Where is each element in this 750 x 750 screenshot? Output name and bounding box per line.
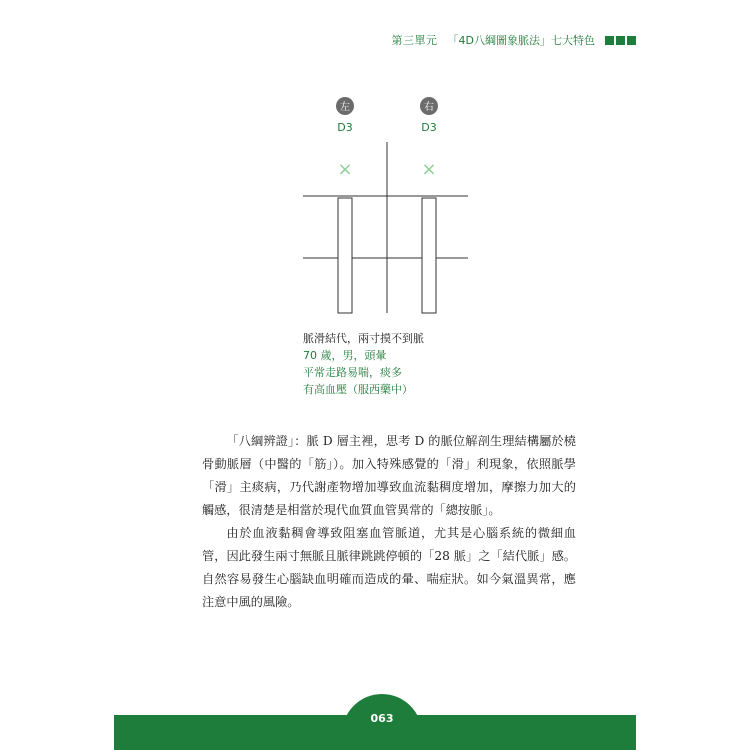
- paragraph: 由於血液黏稠會導致阻塞血管脈道，尤其是心腦系統的微細血管，因此發生兩寸無脈且脈律跳跳停頓的「28 脈」之「結代脈」感。自然容易發生心腦缺血明確而造成的暈、喘症狀。如今氣溫異常，應注意中風的風險。: [202, 526, 576, 609]
- caption-line: 有高血壓（服西藥中）: [303, 383, 413, 396]
- right-badge-label: 右: [424, 102, 434, 113]
- left-mark: ×: [337, 159, 353, 180]
- pulse-diagram: [114, 0, 636, 330]
- right-code: D3: [421, 121, 437, 134]
- left-badge-label: 左: [340, 102, 350, 113]
- left-code: D3: [337, 121, 353, 134]
- body-text: [202, 430, 576, 614]
- page-number: 063: [370, 712, 394, 725]
- caption-line: 70 歲，男，頭暈: [303, 349, 387, 362]
- header-title: 「4D八綱圖象脈法」七大特色: [447, 34, 595, 47]
- caption-line: 平常走路易喘，痰多: [303, 366, 402, 379]
- right-mark: ×: [421, 159, 437, 180]
- case-caption: [303, 330, 424, 398]
- paragraph: 「八綱辨證」：脈 D 層主裡，思考 D 的脈位解剖生理結構屬於橈骨動脈層（中醫的「筋」）。加入特殊感覺的「滑」利現象，依照脈學「滑」主痰病，乃代謝產物增加導致血流黏稠度增加，摩擦力加大的觸感，很清楚是相當於現代血質血管異常的「總按脈」。: [202, 434, 576, 517]
- header-unit: 第三單元: [391, 34, 438, 47]
- left-pulse-bar: [338, 198, 352, 313]
- caption-line: 脈滑結代，兩寸摸不到脈: [303, 332, 424, 345]
- right-pulse-bar: [422, 198, 436, 313]
- book-page: [114, 0, 636, 750]
